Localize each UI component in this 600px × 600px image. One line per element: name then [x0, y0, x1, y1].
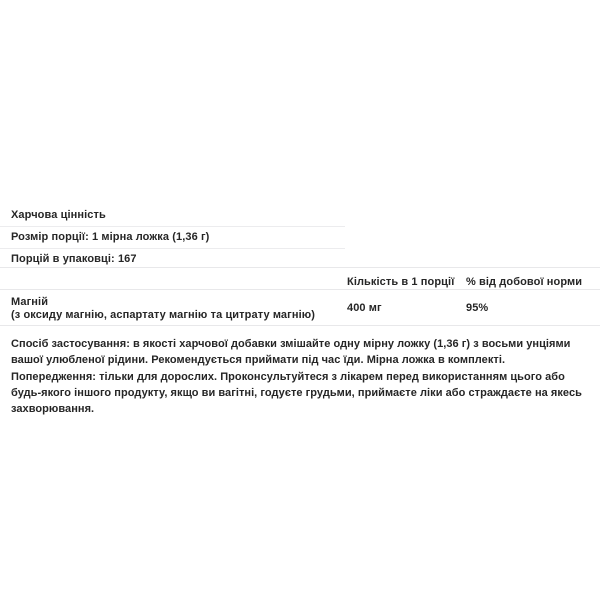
servings-per-container-row: Порцій в упаковці: 167 [11, 253, 137, 265]
warning-paragraph: Попередження: тільки для дорослих. Проконсультуйтеся з лікарем перед використанням цього або будь-якого іншого продукту, якщо ви вагітні, годуєте грудьми, приймаєте ліки або страждаєте на якесь захворювання. [11, 371, 582, 415]
table-rule-after-title [0, 226, 345, 227]
serving-size-row: Розмір порції: 1 мірна ложка (1,36 г) [11, 231, 210, 243]
nutrient-amount-magnesium: 400 мг [347, 302, 382, 314]
nutrient-daily-value-magnesium: 95% [466, 302, 489, 314]
column-header-amount-per-serving: Кількість в 1 порції [347, 276, 455, 288]
directions-paragraph: Спосіб застосування: в якості харчової добавки змішайте одну мірну ложку (1,36 г) з восьми унціями вашої улюбленої рідини. Рекомендується приймати під час їди. Мірна ложка в комплекті. [11, 338, 571, 366]
table-rule-after-headers [0, 289, 600, 290]
table-rule-bottom [0, 325, 600, 326]
column-header-percent-daily-value: % від добової норми [466, 276, 583, 288]
table-rule-after-serving-size [0, 248, 345, 249]
table-rule-before-headers [0, 267, 600, 268]
nutrition-facts-title: Харчова цінність [11, 209, 106, 221]
nutrient-name-magnesium: Магній [11, 296, 49, 308]
nutrient-source-magnesium: (з оксиду магнію, аспартату магнію та цитрату магнію) [11, 309, 315, 321]
